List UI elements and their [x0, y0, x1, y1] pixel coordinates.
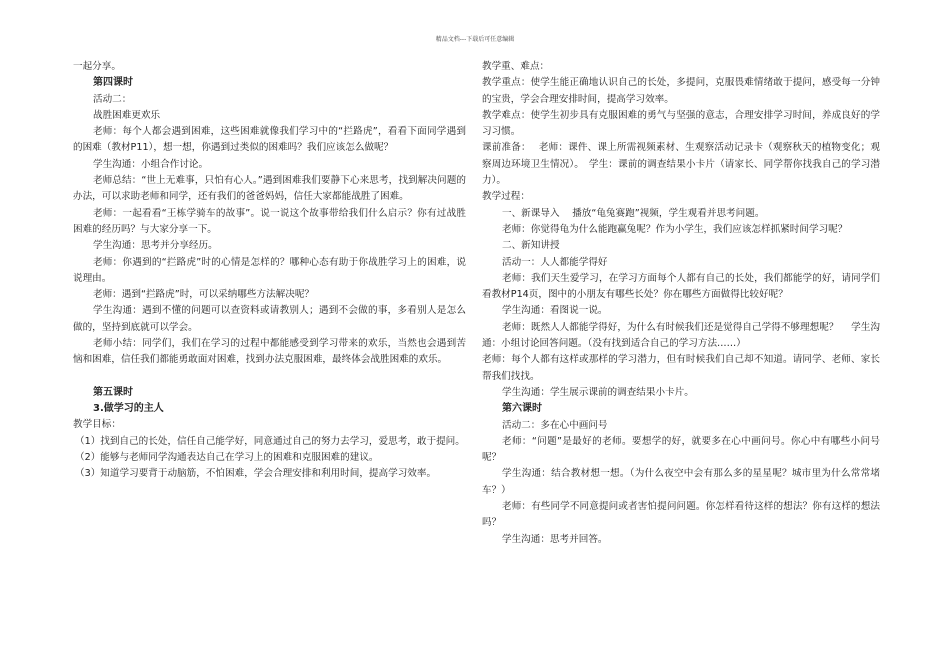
paragraph: 学生沟通：学生展示课前的调查结果小卡片。 — [502, 386, 694, 398]
lesson-heading: 第五课时 — [93, 386, 133, 398]
objective-item: （3）知道学习要背于动脑筋，不怕困难，学会合理安排和利用时间，提高学习效率。 — [75, 468, 437, 480]
objective-item: （2）能够与老师同学沟通表达自己在学习上的困难和克服困难的建议。 — [75, 451, 379, 463]
lesson-heading: 第六课时 — [502, 403, 542, 415]
paragraph: 活动二：多在心中画问号 — [502, 419, 608, 431]
paragraph: 老师：我们天生爱学习，在学习方面每个人都有自己的长处，我们都能学的好，请同学们看教材P14页，图中的小朋友有哪些长处？你在哪些方面做得比较好呢？ — [482, 272, 880, 301]
paragraph: 教学重、难点： — [482, 61, 550, 72]
paragraph: 老师：有些同学不同意提问或者害怕提问问题。你怎样看待这样的想法？你有这样的想法吗？ — [482, 501, 880, 529]
paragraph: 二、新知讲授 — [502, 240, 560, 252]
paragraph: 教学难点：使学生初步具有克服困难的勇气与坚强的意志，合理安排学习时间，养成良好的学习习惯。 — [482, 109, 880, 138]
paragraph: 战胜困难更欢乐 — [93, 109, 161, 121]
paragraph: 教学过程： — [482, 191, 530, 203]
paragraph: 教学重点：使学生能正确地认识自己的长处，多提问，克服畏难情绪敢于提问，感受每一分钟的宝贵，学会合理安排时间，提高学习效率。 — [482, 77, 880, 105]
paragraph: 老师小结：同学们，我们在学习的过程中都能感受到学习带来的欢乐，当然也会遇到苦恼和困难，信任我们都能勇敢面对困难，找到办法克服困难，最终体会战胜困难的欢乐。 — [73, 338, 466, 366]
lesson-heading: 3.做学习的主人 — [93, 402, 164, 414]
left-column — [73, 59, 466, 482]
paragraph: 一起分享。 — [73, 61, 121, 72]
paragraph: 老师：“问题”是最好的老师。要想学的好，就要多在心中画问号。你心中有哪些小问号呢？ — [482, 435, 880, 464]
lesson-heading: 第四课时 — [93, 77, 133, 89]
paragraph: 一、新课导入 播放“龟兔赛跑”视频，学生观看并思考问题。 — [502, 207, 765, 219]
paragraph: 学生沟通：遇到不懂的问题可以查资料或请教别人；遇到不会做的事，多看别人是怎么做的，坚持到底就可以学会。 — [73, 305, 466, 333]
paragraph: 教学目标： — [73, 419, 121, 431]
paragraph: 课前准备： 老师：课件、课上所需视频素材、生观察活动记录卡（观察秋天的植物变化；观察周边环境卫生情况）。 学生：课前的调查结果小卡片（请家长、同学帮你找我自己的学习潜力）。 — [482, 142, 880, 187]
paragraph: 老师：你觉得龟为什么能跑赢兔呢？作为小学生，我们应该怎样抓紧时间学习呢？ — [502, 223, 848, 235]
paragraph: 活动二： — [93, 93, 132, 105]
objective-item: （1）找到自己的长处，信任自己能学好，同意通过自己的努力去学习，爱思考，敢于提问。 — [75, 435, 465, 447]
page-header: 精品文档---下载后可任意编辑 — [435, 36, 515, 43]
right-column — [482, 59, 880, 548]
paragraph: 学生沟通：思考并分享经历。 — [93, 240, 218, 252]
paragraph: 学生沟通：小组合作讨论。 — [93, 158, 209, 170]
paragraph: 老师总结：“世上无难事，只怕有心人。”遇到困难我们要静下心来思考，找到解决问题的办法，可以求助老师和同学，还有我们的爸爸妈妈，信任大家都能战胜了困难。 — [73, 175, 466, 203]
paragraph: 活动一：人人都能学得好 — [502, 256, 608, 268]
paragraph: 老师：遇到“拦路虎”时，可以采纳哪些方法解决呢？ — [93, 289, 315, 301]
paragraph: 老师：既然人人都能学得好，为什么有时候我们还是觉得自己学得不够理想呢？ 学生沟通：小组讨论回答问题。（没有找到适合自己的学习方法……） — [482, 321, 880, 350]
paragraph: 老师：一起看看“王栋学骑车的故事”。说一说这个故事带给我们什么启示？你有过战胜困难的经历吗？与大家分享一下。 — [73, 207, 466, 235]
paragraph: 学生沟通：思考并回答。 — [502, 533, 608, 545]
paragraph: 学生沟通：结合教材想一想。（为什么夜空中会有那么多的星星呢？城市里为什么常常堵车？） — [482, 468, 880, 496]
paragraph: 学生沟通：看图说一说。 — [502, 305, 608, 317]
paragraph: 老师：每个人都会遇到困难，这些困难就像我们学习中的“拦路虎”，看看下面同学遇到的困难（教材P11），想一想，你遇到过类似的困难吗？我们应该怎么做呢？ — [73, 126, 466, 154]
paragraph: 老师：你遇到的“拦路虎”时的心情是怎样的？哪种心态有助于你战胜学习上的困难，说说理由。 — [73, 256, 466, 284]
paragraph: 老师：每个人都有这样或那样的学习潜力，但有时候我们自己却不知道。请同学、老师、家长帮我们找找。 — [482, 354, 880, 382]
spacer — [73, 369, 466, 385]
